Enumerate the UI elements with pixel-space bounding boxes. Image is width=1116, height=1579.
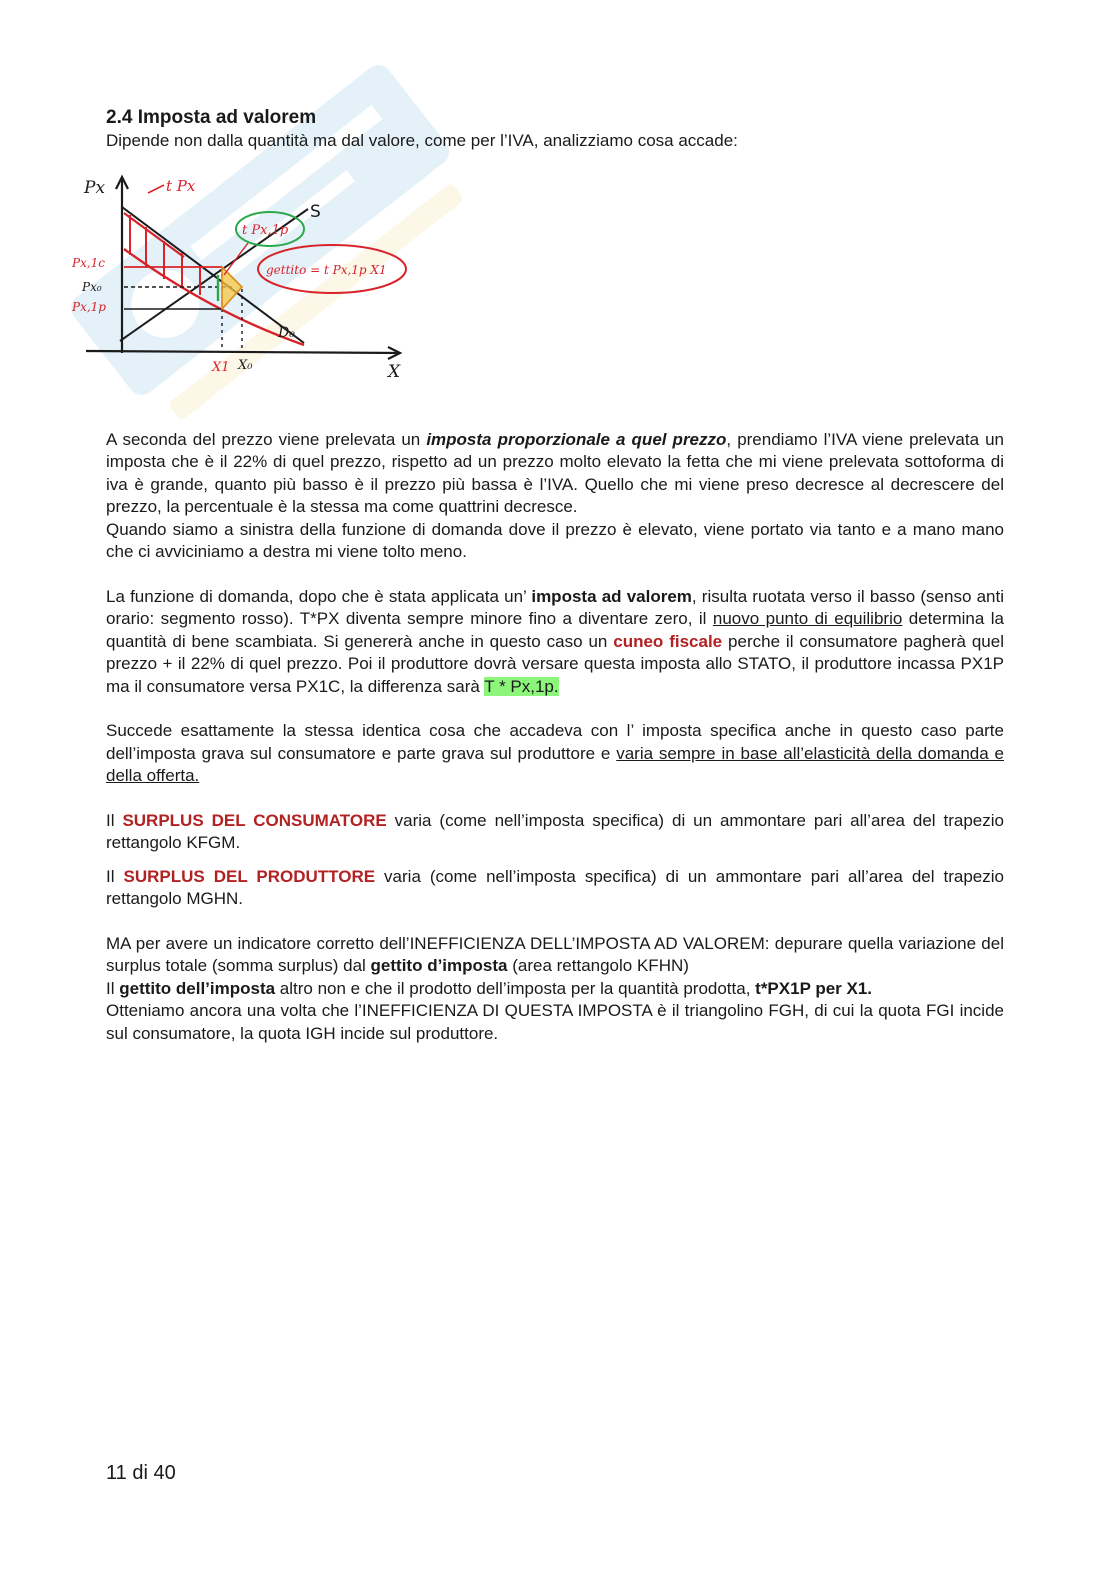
text-run: (area rettangolo KFHN) [507, 956, 689, 975]
paragraph-2: Quando siamo a sinistra della funzione di domanda dove il prezzo è elevato, viene portato via tanto e a mano mano che ci avviciniamo a destra mi viene tolto meno. [106, 519, 1004, 561]
y-axis-label: Px [84, 177, 106, 198]
revenue-label: gettito = t Px,1p X1 [266, 262, 387, 277]
tax-label: t Px [166, 176, 196, 195]
ad-valorem-tax-diagram [72, 163, 416, 399]
text-run: Succede esattamente la stessa identica cosa che accadeva con l’ imposta specifica anche in questo caso parte dell’imposta grava sul consumatore e parte grava sul produttore e [106, 721, 1004, 763]
text-run: Il [106, 866, 124, 886]
paragraph-8 [106, 978, 1004, 1001]
paragraph-6 [106, 866, 1004, 911]
paragraph-9: Otteniamo ancora una volta che l’INEFFICIENZA DI QUESTA IMPOSTA è il triangolino FGH, di cui la quota FGI incide sul consumatore, la quota IGH incide sul produttore. [106, 1001, 1004, 1043]
tax-label-pointer [148, 185, 164, 193]
price-0-label: Px₀ [82, 279, 102, 294]
x1-label: X1 [212, 359, 230, 375]
demand-label: D₀ [278, 324, 295, 341]
text-red: SURPLUS DEL PRODUTTORE [123, 866, 376, 886]
red-upper-demand [124, 213, 184, 257]
text-run: perche il consumatore pagherà quel prezzo + il 22% di quel prezzo. Poi il produttore dovrà versare questa imposta allo STATO, il produttore incassa PX1P ma il consumatore versa PX1C, la differenza sarà [106, 631, 1004, 696]
text-underlined: nuovo punto di equilibrio [712, 609, 903, 628]
text-underlined: varia sempre in base all’elasticità della domanda e della offerta. [106, 743, 1004, 785]
text-bold: gettito dell’imposta [119, 978, 276, 998]
content [72, 106, 1005, 1045]
text-run: MA per avere un indicatore corretto dell’INEFFICIENZA DELL’IMPOSTA AD VALOREM: depurare quella variazione del surplus totale (somma surplus) dal [106, 933, 1004, 975]
text-bold: t*PX1P per X1. [755, 978, 873, 998]
supply-label: S [310, 201, 321, 222]
text-emphasis: imposta proporzionale a quel prezzo [426, 429, 727, 449]
text-run: altro non e che il prodotto dell’imposta per la quantità prodotta, [275, 978, 756, 998]
text-bold: imposta ad valorem [531, 586, 692, 606]
text-run: determina la quantità di bene scambiata. Si genererà anche in questo caso un [106, 609, 1004, 651]
x0-label: X₀ [238, 357, 253, 373]
x-axis-label: X [388, 361, 401, 382]
text-run: varia (come nell’imposta specifica) di un ammontare pari all’area del trapezio rettangolo MGHN. [106, 866, 1004, 908]
text-run: Il [106, 978, 120, 998]
paragraph-5 [106, 810, 1004, 855]
intro-text: Dipende non dalla quantità ma dal valore, come per l’IVA, analizziamo cosa accade: [106, 131, 738, 150]
text-run: A seconda del prezzo viene prelevata un [106, 429, 427, 449]
text-run: , prendiamo l’IVA viene prelevata un imposta che è il 22% di quel prezzo, rispetto ad un prezzo molto elevato la fetta che mi viene prelevata sottoforma di iva è grande, quanto più basso è il prezzo più bassa è l’IVA. Quello che mi viene preso decresce al decrescere del prezzo, la percentuale è la stessa ma come quattrini decresce. [106, 429, 1005, 516]
text-run: varia (come nell’imposta specifica) di un ammontare pari all’area del trapezio rettangolo KFGM. [106, 810, 1004, 852]
text-highlight: T * Px,1p. [484, 676, 559, 696]
page-number: 11 di 40 [106, 1462, 176, 1484]
tax-circled-label: t Px,1p [242, 222, 289, 238]
paragraph-1 [106, 429, 1004, 519]
paragraph-7 [106, 933, 1004, 978]
text-red: cuneo fiscale [613, 631, 723, 651]
price-c-label: Px,1c [72, 255, 106, 270]
tax-circle-pointer [224, 243, 248, 275]
text-bold: gettito d’imposta [370, 956, 508, 975]
section-title: 2.4 Imposta ad valorem [106, 107, 317, 128]
paragraph-3 [106, 586, 1004, 699]
text-run: La funzione di domanda, dopo che è stata applicata un’ [106, 586, 532, 606]
paragraph-4 [106, 720, 1004, 788]
text-run: , risulta ruotata verso il basso (senso anti orario: segmento rosso). T*PX diventa sempre minore fino a diventare zero, il [106, 586, 1004, 628]
text-red: SURPLUS DEL CONSUMATORE [122, 810, 387, 830]
text-run: Il [106, 810, 123, 830]
price-p-label: Px,1p [72, 299, 106, 314]
